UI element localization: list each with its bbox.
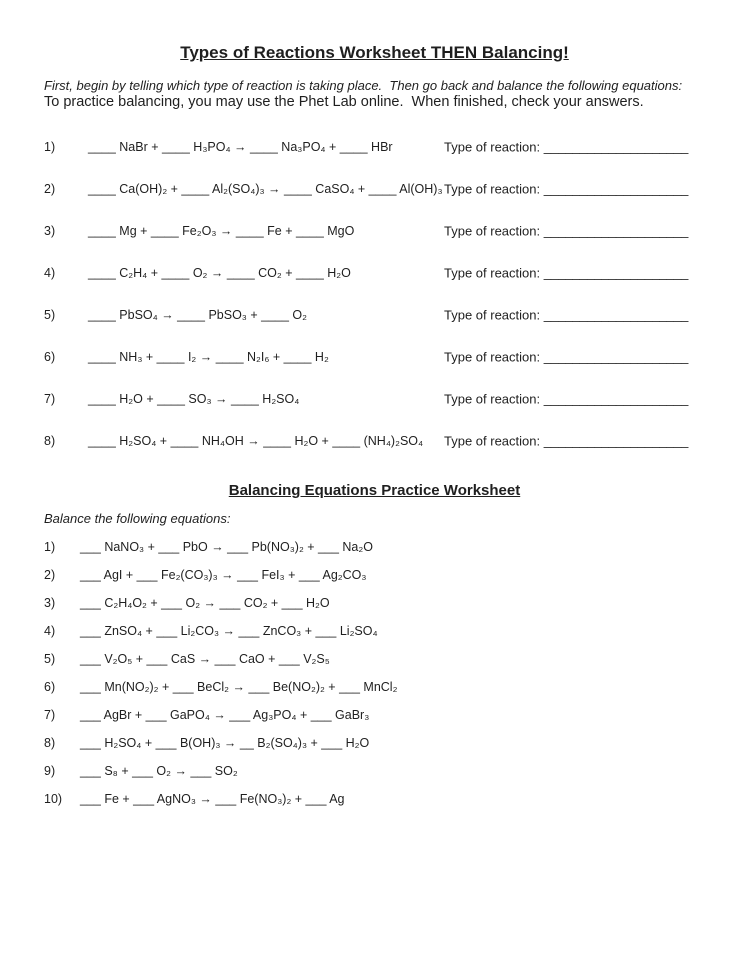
intro-line-italic: First, begin by telling which type of reaction is taking place. Then go back and balance the following equations: xyxy=(44,78,683,93)
equation-text: ____ H₂SO₄ + ____ NH₄OH → ____ H₂O + ____ (NH₄)₂SO₄ xyxy=(88,434,424,448)
type-of-reaction-blank: ____________________ xyxy=(543,265,689,281)
equation-text: ____ Ca(OH)₂ + ____ Al₂(SO₄)₃ → ____ CaSO₄ + ____ Al(OH)₃ xyxy=(88,182,443,196)
reaction-row xyxy=(0,252,749,294)
balancing-row xyxy=(0,673,749,701)
type-of-reaction-label: Type of reaction: xyxy=(444,181,541,197)
reaction-row xyxy=(0,420,749,462)
type-of-reaction xyxy=(444,224,688,239)
type-of-reaction-blank: ____________________ xyxy=(543,307,689,323)
worksheet-title: Types of Reactions Worksheet THEN Balancing! xyxy=(180,43,569,62)
type-of-reaction-label: Type of reaction: xyxy=(444,307,541,323)
type-of-reaction xyxy=(444,308,688,323)
item-number: 3) xyxy=(44,596,56,610)
type-of-reaction xyxy=(444,434,688,449)
item-number: 6) xyxy=(44,680,56,694)
type-of-reaction-label: Type of reaction: xyxy=(444,391,541,407)
type-of-reaction-blank: ____________________ xyxy=(543,139,689,155)
type-of-reaction-blank: ____________________ xyxy=(543,391,689,407)
reaction-row xyxy=(0,378,749,420)
equation-text: ___ Mn(NO₂)₂ + ___ BeCl₂ → ___ Be(NO₂)₂ + ___ MnCl₂ xyxy=(80,680,398,694)
equation-text: ___ H₂SO₄ + ___ B(OH)₃ → __ B₂(SO₄)₃ + ___ H₂O xyxy=(80,736,370,750)
reaction-row xyxy=(0,294,749,336)
reaction-row xyxy=(0,126,749,168)
type-of-reaction-label: Type of reaction: xyxy=(444,433,541,449)
balancing-row xyxy=(0,701,749,729)
type-of-reaction xyxy=(444,182,688,197)
equation-text: ____ Mg + ____ Fe₂O₃ → ____ Fe + ____ MgO xyxy=(88,224,355,238)
item-number: 6) xyxy=(44,350,56,364)
item-number: 4) xyxy=(44,624,56,638)
types-of-reactions-section xyxy=(0,126,749,462)
type-of-reaction xyxy=(444,392,688,407)
balancing-row xyxy=(0,645,749,673)
balancing-row xyxy=(0,729,749,757)
equation-text: ____ H₂O + ____ SO₃ → ____ H₂SO₄ xyxy=(88,392,300,406)
type-of-reaction-blank: ____________________ xyxy=(543,433,689,449)
type-of-reaction-label: Type of reaction: xyxy=(444,139,541,155)
item-number: 7) xyxy=(44,708,56,722)
item-number: 8) xyxy=(44,736,56,750)
equation-text: ___ AgBr + ___ GaPO₄ → ___ Ag₃PO₄ + ___ GaBr₃ xyxy=(80,708,370,722)
item-number: 5) xyxy=(44,652,56,666)
balancing-row xyxy=(0,589,749,617)
equation-text: ___ V₂O₅ + ___ CaS → ___ CaO + ___ V₂S₅ xyxy=(80,652,330,666)
equation-text: ____ NaBr + ____ H₃PO₄ → ____ Na₃PO₄ + ____ HBr xyxy=(88,140,393,154)
type-of-reaction-label: Type of reaction: xyxy=(444,265,541,281)
balancing-row xyxy=(0,533,749,561)
balancing-section-title: Balancing Equations Practice Worksheet xyxy=(228,482,521,499)
item-number: 2) xyxy=(44,568,56,582)
equation-text: ___ Fe + ___ AgNO₃ → ___ Fe(NO₃)₂ + ___ Ag xyxy=(80,792,345,806)
equation-text: ___ S₈ + ___ O₂ → ___ SO₂ xyxy=(80,764,238,778)
reaction-row xyxy=(0,168,749,210)
type-of-reaction-blank: ____________________ xyxy=(543,349,689,365)
item-number: 1) xyxy=(44,140,56,154)
balancing-section xyxy=(0,533,749,813)
item-number: 9) xyxy=(44,764,56,778)
type-of-reaction-blank: ____________________ xyxy=(543,223,689,239)
equation-text: ___ ZnSO₄ + ___ Li₂CO₃ → ___ ZnCO₃ + ___ Li₂SO₄ xyxy=(80,624,378,638)
item-number: 8) xyxy=(44,434,56,448)
balancing-instruction: Balance the following equations: xyxy=(44,511,231,526)
type-of-reaction-blank: ____________________ xyxy=(543,181,689,197)
item-number: 4) xyxy=(44,266,56,280)
type-of-reaction xyxy=(444,140,688,155)
equation-text: ____ C₂H₄ + ____ O₂ → ____ CO₂ + ____ H₂O xyxy=(88,266,351,280)
equation-text: ____ NH₃ + ____ I₂ → ____ N₂I₆ + ____ H₂ xyxy=(88,350,329,364)
item-number: 1) xyxy=(44,540,56,554)
balancing-row xyxy=(0,785,749,813)
balancing-row xyxy=(0,561,749,589)
type-of-reaction-label: Type of reaction: xyxy=(444,223,541,239)
item-number: 5) xyxy=(44,308,56,322)
intro-block xyxy=(44,78,709,111)
equation-text: ___ NaNO₃ + ___ PbO → ___ Pb(NO₃)₂ + ___ Na₂O xyxy=(80,540,373,554)
reaction-row xyxy=(0,210,749,252)
type-of-reaction-label: Type of reaction: xyxy=(444,349,541,365)
item-number: 3) xyxy=(44,224,56,238)
equation-text: ____ PbSO₄ → ____ PbSO₃ + ____ O₂ xyxy=(88,308,308,322)
item-number: 7) xyxy=(44,392,56,406)
type-of-reaction xyxy=(444,350,688,365)
item-number: 10) xyxy=(44,792,63,806)
intro-line-regular: To practice balancing, you may use the Phet Lab online. When finished, check your answers. xyxy=(44,94,644,110)
type-of-reaction xyxy=(444,266,688,281)
item-number: 2) xyxy=(44,182,56,196)
equation-text: ___ AgI + ___ Fe₂(CO₃)₃ → ___ FeI₃ + ___ Ag₂CO₃ xyxy=(80,568,367,582)
equation-text: ___ C₂H₄O₂ + ___ O₂ → ___ CO₂ + ___ H₂O xyxy=(80,596,330,610)
balancing-row xyxy=(0,617,749,645)
balancing-row xyxy=(0,757,749,785)
reaction-row xyxy=(0,336,749,378)
